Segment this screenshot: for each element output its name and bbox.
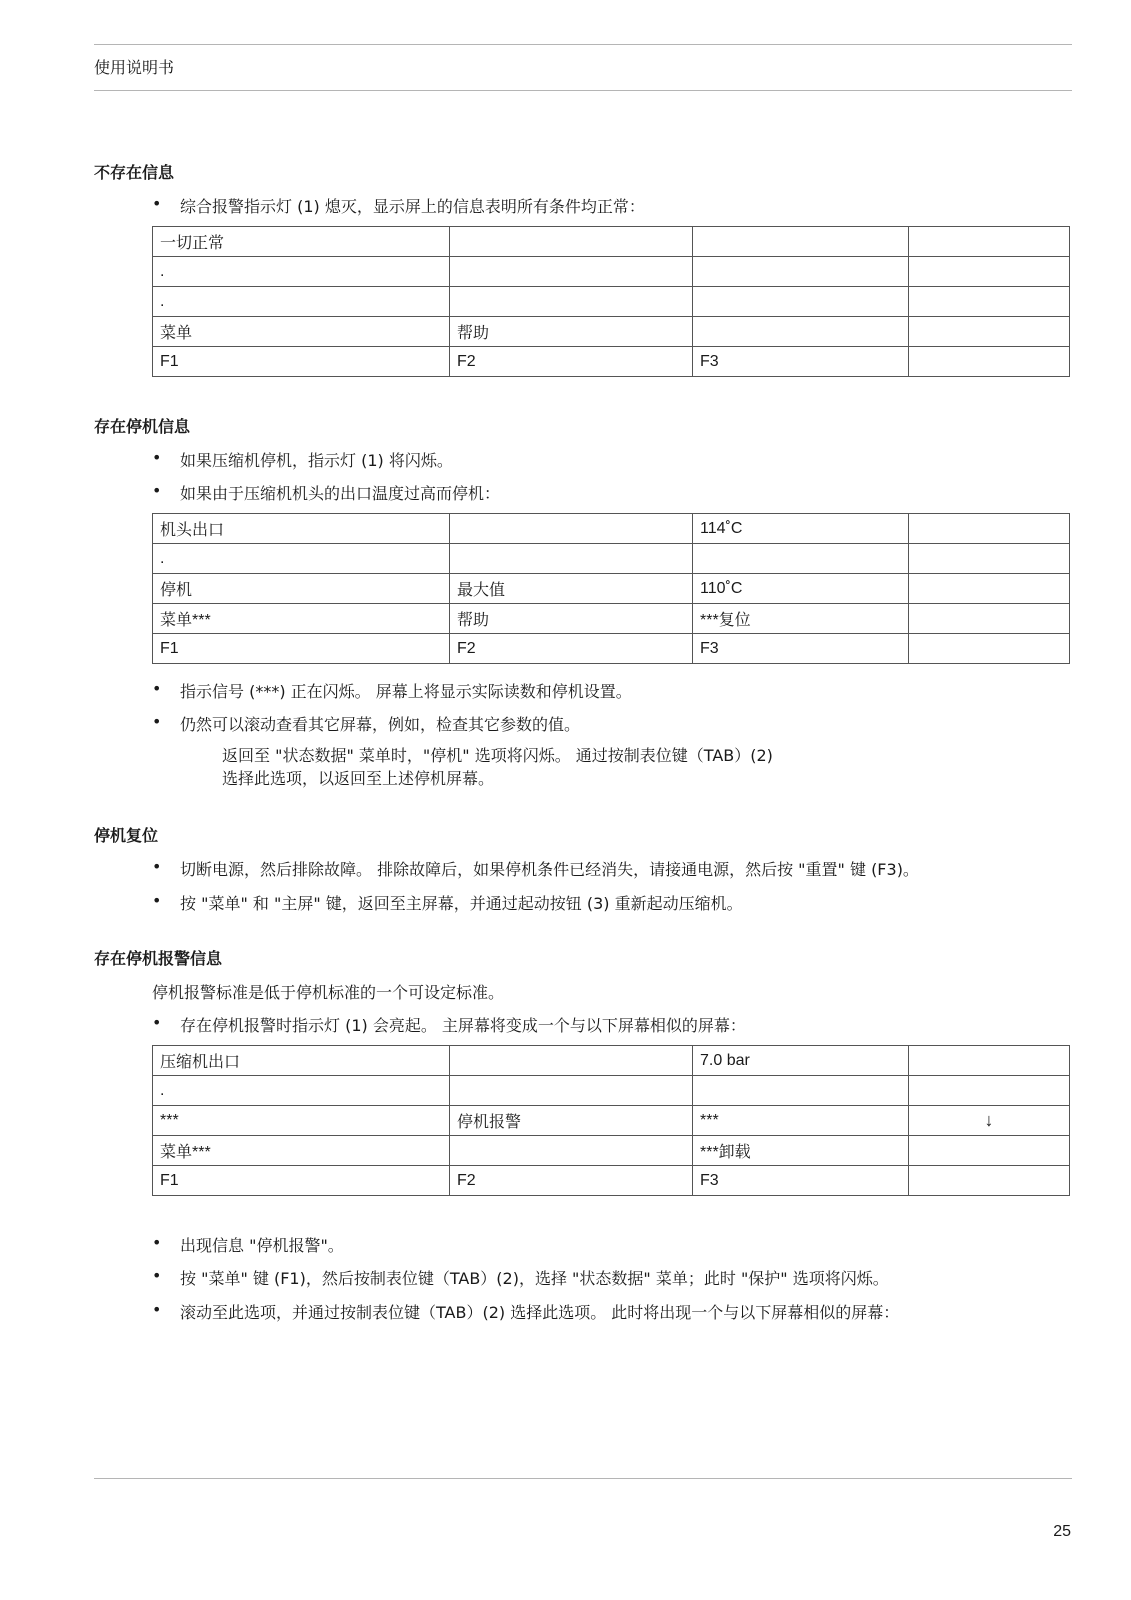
table-cell: 停机报警 (450, 1106, 693, 1136)
display-screen-table-shutdown (152, 513, 1070, 664)
table-row (153, 1076, 1070, 1106)
paragraph: 停机报警标准是低于停机标准的一个可设定标准。 (152, 983, 505, 1002)
bullet-text: 如果由于压缩机机头的出口温度过高而停机： (180, 484, 501, 503)
table-cell (909, 634, 1070, 664)
table-row (153, 1166, 1070, 1196)
table-cell: 最大值 (450, 574, 693, 604)
table-cell (450, 1046, 693, 1076)
table-row (153, 1136, 1070, 1166)
table-cell: . (153, 257, 450, 287)
bullet-text: 仍然可以滚动查看其它屏幕，例如，检查其它参数的值。 (180, 715, 581, 734)
bullet-icon: • (152, 679, 162, 698)
table-cell: 114˚C (693, 514, 909, 544)
table-row (153, 227, 1070, 257)
table-row (153, 317, 1070, 347)
table-cell (909, 1046, 1070, 1076)
table-cell: ***复位 (693, 604, 909, 634)
table-cell: *** (693, 1106, 909, 1136)
table-cell: F2 (450, 347, 693, 377)
bullet-text: 滚动至此选项，并通过按制表位键（TAB）(2) 选择此选项。 此时将出现一个与以下屏幕相似的屏幕： (180, 1303, 900, 1322)
table-row (153, 347, 1070, 377)
table-cell (909, 347, 1070, 377)
bullet-text: 按 "菜单" 和 "主屏" 键，返回至主屏幕，并通过起动按钮 (3) 重新起动压缩机。 (180, 894, 743, 913)
table-cell: F3 (693, 347, 909, 377)
table-row (153, 604, 1070, 634)
table-cell (909, 1166, 1070, 1196)
table-cell: 一切正常 (153, 227, 450, 257)
bullet-icon: • (152, 891, 162, 910)
section-heading-shutdown-reset: 停机复位 (94, 826, 159, 845)
table-cell (450, 227, 693, 257)
table-row (153, 544, 1070, 574)
table-row (153, 1106, 1070, 1136)
bullet-icon: • (152, 1233, 162, 1252)
table-cell: F2 (450, 634, 693, 664)
section-heading-no-message: 不存在信息 (94, 163, 175, 182)
table-cell: 帮助 (450, 317, 693, 347)
table-cell (909, 257, 1070, 287)
page-number: 25 (1053, 1523, 1071, 1540)
table-row (153, 287, 1070, 317)
table-cell (693, 317, 909, 347)
table-cell (693, 1076, 909, 1106)
table-cell (909, 514, 1070, 544)
table-cell: 机头出口 (153, 514, 450, 544)
display-screen-table-warning (152, 1045, 1070, 1196)
table-cell: 菜单*** (153, 1136, 450, 1166)
table-cell: F1 (153, 347, 450, 377)
indented-note (222, 744, 773, 790)
table-cell (909, 574, 1070, 604)
table-cell (450, 514, 693, 544)
arrow-down-icon: ↓ (984, 1110, 994, 1130)
bullet-icon: • (152, 1266, 162, 1285)
table-cell (909, 1076, 1070, 1106)
table-cell: F3 (693, 1166, 909, 1196)
table-cell: ***卸载 (693, 1136, 909, 1166)
bullet-icon: • (152, 448, 162, 467)
table-cell (909, 1106, 1070, 1136)
table-cell: F1 (153, 1166, 450, 1196)
table-cell: *** (153, 1106, 450, 1136)
table-cell (909, 287, 1070, 317)
table-cell: 帮助 (450, 604, 693, 634)
table-cell (909, 1136, 1070, 1166)
table-cell: F2 (450, 1166, 693, 1196)
header-title: 使用说明书 (94, 58, 175, 77)
bullet-text: 综合报警指示灯 (1) 熄灭，显示屏上的信息表明所有条件均正常： (180, 197, 645, 216)
table-cell (909, 227, 1070, 257)
bullet-icon: • (152, 1300, 162, 1319)
table-row (153, 1046, 1070, 1076)
table-cell: F3 (693, 634, 909, 664)
table-cell: 停机 (153, 574, 450, 604)
table-cell (450, 287, 693, 317)
bullet-text: 存在停机报警时指示灯 (1) 会亮起。 主屏幕将变成一个与以下屏幕相似的屏幕： (180, 1016, 746, 1035)
table-cell (450, 544, 693, 574)
section-heading-shutdown-message: 存在停机信息 (94, 417, 191, 436)
table-cell: 菜单 (153, 317, 450, 347)
table-cell (450, 1076, 693, 1106)
table-cell (450, 257, 693, 287)
table-cell: . (153, 1076, 450, 1106)
note-line: 选择此选项，以返回至上述停机屏幕。 (222, 769, 495, 788)
table-cell (450, 1136, 693, 1166)
table-cell: 菜单*** (153, 604, 450, 634)
table-cell: 110˚C (693, 574, 909, 604)
table-cell (909, 604, 1070, 634)
bullet-text: 切断电源，然后排除故障。 排除故障后，如果停机条件已经消失，请接通电源，然后按 "重置" 键 (F3)。 (180, 860, 919, 879)
table-cell (693, 544, 909, 574)
table-cell: F1 (153, 634, 450, 664)
header-bottom-rule (94, 90, 1072, 91)
bullet-text: 指示信号 (***) 正在闪烁。 屏幕上将显示实际读数和停机设置。 (180, 682, 632, 701)
table-row (153, 574, 1070, 604)
table-cell: . (153, 287, 450, 317)
table-cell: 7.0 bar (693, 1046, 909, 1076)
bullet-text: 如果压缩机停机，指示灯 (1) 将闪烁。 (180, 451, 453, 470)
table-row (153, 257, 1070, 287)
bullet-icon: • (152, 481, 162, 500)
bullet-text: 按 "菜单" 键 (F1)，然后按制表位键（TAB）(2)，选择 "状态数据" 菜单；此时 "保护" 选项将闪烁。 (180, 1269, 889, 1288)
header-top-rule (94, 44, 1072, 45)
bullet-icon: • (152, 712, 162, 731)
table-cell (693, 287, 909, 317)
table-cell (909, 317, 1070, 347)
table-cell: 压缩机出口 (153, 1046, 450, 1076)
display-screen-table-normal (152, 226, 1070, 377)
table-row (153, 514, 1070, 544)
note-line: 返回至 "状态数据" 菜单时，"停机" 选项将闪烁。 通过按制表位键（TAB）(2) (222, 746, 773, 765)
bullet-text: 出现信息 "停机报警"。 (180, 1236, 344, 1255)
footer-rule (94, 1478, 1072, 1479)
table-row (153, 634, 1070, 664)
section-heading-shutdown-warning: 存在停机报警信息 (94, 949, 223, 968)
table-cell (909, 544, 1070, 574)
table-cell: . (153, 544, 450, 574)
table-cell (693, 227, 909, 257)
table-cell (693, 257, 909, 287)
bullet-icon: • (152, 194, 162, 213)
bullet-icon: • (152, 1013, 162, 1032)
bullet-icon: • (152, 857, 162, 876)
